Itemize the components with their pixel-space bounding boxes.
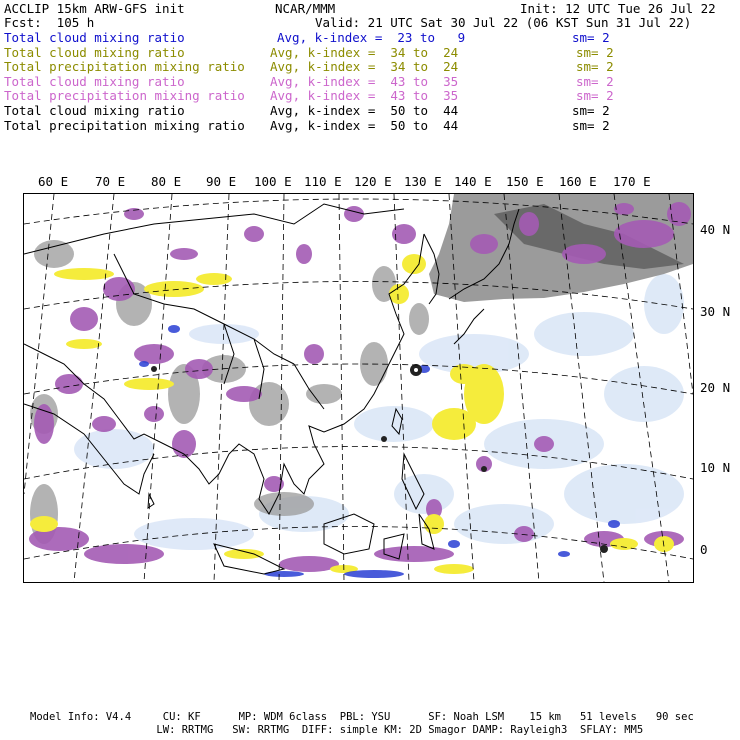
lat-label: 10 N (700, 460, 731, 475)
legend-row (4, 75, 736, 89)
lon-label: 120 E (354, 174, 392, 189)
model-info-line2: LW: RRTMG SW: RRTMG DIFF: simple KM: 2D Smagor DAMP: Rayleigh3 SFLAY: MM5 (30, 724, 644, 736)
forecast-map (23, 193, 694, 583)
lon-label: 170 E (613, 174, 651, 189)
valid-time: Valid: 21 UTC Sat 30 Jul 22 (06 KST Sun 31 Jul 22) (315, 15, 692, 30)
legend-row (4, 119, 736, 133)
init-time: Init: 12 UTC Tue 26 Jul 22 (520, 1, 716, 16)
forecast-hour: Fcst: 105 h (4, 15, 95, 30)
lon-label: 60 E (38, 174, 69, 189)
legend-avg: Avg, k-index = 34 to 24 (270, 44, 459, 60)
legend-row (4, 31, 736, 45)
model-info-line1: Model Info: V4.4 CU: KF MP: WDM 6class PBL: YSU SF: Noah LSM 15 km 51 levels 90 sec (30, 711, 694, 723)
lon-label: 90 E (206, 174, 237, 189)
organization-label: NCAR/MMM (275, 1, 336, 16)
lat-label: 20 N (700, 380, 731, 395)
lon-label: 100 E (254, 174, 292, 189)
legend-sm: sm= 2 (576, 88, 614, 104)
legend-avg: Avg, k-index = 50 to 44 (270, 103, 459, 118)
legend-sm: sm= 2 (572, 117, 610, 133)
legend-row (4, 104, 736, 118)
lon-label: 140 E (454, 174, 492, 189)
lon-label: 130 E (404, 174, 442, 189)
lat-label: 30 N (700, 304, 731, 319)
legend-field: Total cloud mixing ratio (4, 44, 185, 60)
legend-sm: sm= 2 (576, 44, 614, 60)
lon-label: 80 E (151, 174, 182, 189)
legend-avg: Avg, k-index = 34 to 24 (270, 59, 459, 75)
legend-field: Total cloud mixing ratio (4, 103, 185, 118)
lon-label: 160 E (559, 174, 597, 189)
legend-field: Total precipitation mixing ratio (4, 117, 245, 133)
legend-field: Total cloud mixing ratio (4, 73, 185, 89)
legend-field: Total cloud mixing ratio (4, 30, 185, 45)
legend-avg: Avg, k-index = 43 to 35 (270, 73, 459, 89)
legend-sm: sm= 2 (576, 59, 614, 75)
legend-row (4, 60, 736, 74)
lon-label: 110 E (304, 174, 342, 189)
legend-sm: sm= 2 (572, 103, 610, 118)
legend-row (4, 89, 736, 103)
legend-avg: Avg, k-index = 23 to 9 (277, 30, 466, 45)
legend-field: Total precipitation mixing ratio (4, 88, 245, 104)
lat-label: 0 (700, 542, 708, 557)
legend-sm: sm= 2 (572, 30, 610, 45)
legend-sm: sm= 2 (576, 73, 614, 89)
map-canvas (24, 194, 693, 582)
legend-avg: Avg, k-index = 43 to 35 (270, 88, 459, 104)
model-title: ACCLIP 15km ARW-GFS init (4, 1, 185, 16)
legend-row (4, 46, 736, 60)
legend-avg: Avg, k-index = 50 to 44 (270, 117, 459, 133)
legend-field: Total precipitation mixing ratio (4, 59, 245, 75)
lon-label: 150 E (506, 174, 544, 189)
lon-label: 70 E (95, 174, 126, 189)
lat-label: 40 N (700, 222, 731, 237)
